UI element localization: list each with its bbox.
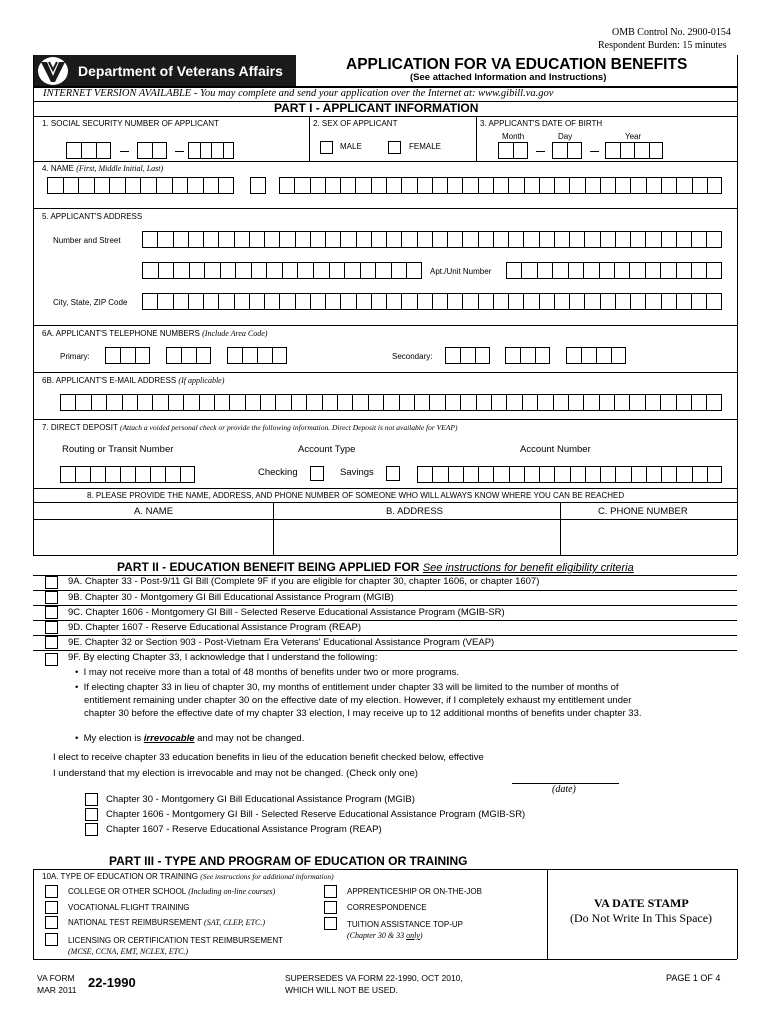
- internet-note: INTERNET VERSION AVAILABLE - You may complete and send your application over the Internet at: www.gibill.va.gov: [43, 88, 554, 99]
- tuition-label: TUITION ASSISTANCE TOP-UP: [347, 920, 464, 929]
- sub-ch1606-label: Chapter 1606 - Montgomery GI Bill - Selected Reserve Educational Assistance Program (MGIB-SR): [106, 809, 526, 820]
- apt-field[interactable]: [506, 262, 722, 279]
- part1-title: PART I - APPLICANT INFORMATION: [274, 101, 479, 115]
- dob-label: 3. APPLICANT'S DATE OF BIRTH: [480, 119, 603, 128]
- tuition-checkbox[interactable]: [324, 917, 337, 930]
- ssn-part3[interactable]: [188, 142, 234, 159]
- first-name-field[interactable]: [47, 177, 234, 194]
- primary-line[interactable]: [227, 347, 287, 364]
- dob-year[interactable]: [605, 142, 663, 159]
- checking-label: Checking: [258, 467, 298, 478]
- male-checkbox[interactable]: [320, 141, 333, 154]
- part2-title: PART II - EDUCATION BENEFIT BEING APPLIED FOR See instructions for benefit eligibility criteria: [117, 560, 634, 574]
- email-field[interactable]: [60, 394, 722, 411]
- form-title: APPLICATION FOR VA EDUCATION BENEFITS: [346, 56, 688, 73]
- primary-label: Primary:: [60, 352, 90, 361]
- bullet-2: • If electing chapter 33 in lieu of chapter 30, my months of entitlement under chapter 33 will be limited to the number of months of entitlement remaining under chapter 30 on the effective date of my election. However, if I completely exhaust my entitlement under chapter 30 before the effective date of my chapter 33 election, I may receive up to 12 additional months of benefits under chapter 33.: [75, 682, 642, 719]
- 9c-checkbox[interactable]: [45, 606, 58, 619]
- middle-initial-field[interactable]: [250, 177, 266, 194]
- contact-address-field[interactable]: [274, 520, 559, 555]
- footer-date: MAR 2011: [37, 985, 77, 995]
- street-label: Number and Street: [53, 236, 121, 245]
- contact-label: 8. PLEASE PROVIDE THE NAME, ADDRESS, AND PHONE NUMBER OF SOMEONE WHO WILL ALWAYS KNOW WHERE YOU CAN BE REACHED: [87, 491, 625, 500]
- college-checkbox[interactable]: [45, 885, 58, 898]
- licensing-hint: (MCSE, CCNA, EMT, NCLEX, ETC.): [68, 947, 189, 956]
- routing-field[interactable]: [60, 466, 195, 483]
- 9e-checkbox[interactable]: [45, 636, 58, 649]
- city-field[interactable]: [142, 293, 722, 310]
- dob-month[interactable]: [498, 142, 528, 159]
- phone-label: 6A. APPLICANT'S TELEPHONE NUMBERS (Include Area Code): [42, 329, 268, 338]
- primary-area-code[interactable]: [105, 347, 150, 364]
- respondent-burden: Respondent Burden: 15 minutes: [598, 40, 727, 51]
- account-type-label: Account Type: [298, 444, 356, 455]
- omb-control-number: OMB Control No. 2900-0154: [612, 27, 731, 38]
- apprenticeship-label: APPRENTICESHIP OR ON-THE-JOB: [347, 887, 482, 896]
- footer-not-used: WHICH WILL NOT BE USED.: [285, 985, 398, 995]
- savings-checkbox[interactable]: [386, 466, 400, 481]
- vocational-label: VOCATIONAL FLIGHT TRAINING: [68, 903, 190, 912]
- va-date-stamp-note: (Do Not Write In This Space): [570, 911, 713, 925]
- va-date-stamp-title: VA DATE STAMP: [594, 896, 689, 910]
- dob-month-label: Month: [502, 132, 525, 141]
- secondary-line[interactable]: [566, 347, 626, 364]
- primary-prefix[interactable]: [166, 347, 211, 364]
- email-label: 6B. APPLICANT'S E-MAIL ADDRESS (If applicable): [42, 376, 225, 385]
- college-label: COLLEGE OR OTHER SCHOOL (Including on-line courses): [68, 887, 276, 896]
- savings-label: Savings: [340, 467, 374, 478]
- elect-line: I elect to receive chapter 33 education benefits in lieu of the education benefit checked below, effective: [53, 752, 484, 763]
- contact-name-field[interactable]: [34, 520, 272, 555]
- 9c-label: 9C. Chapter 1606 - Montgomery GI Bill - Selected Reserve Educational Assistance Program (MGIB-SR): [68, 607, 505, 618]
- bullet-3: • My election is irrevocable and may not be changed.: [75, 733, 305, 744]
- sub-ch30-checkbox[interactable]: [85, 793, 98, 806]
- footer-va-form: VA FORM: [37, 973, 75, 983]
- national-label: NATIONAL TEST REIMBURSEMENT (SAT, CLEP, ETC.): [68, 918, 266, 927]
- male-label: MALE: [340, 142, 362, 151]
- vocational-checkbox[interactable]: [45, 901, 58, 914]
- licensing-label: LICENSING OR CERTIFICATION TEST REIMBURSEMENT: [68, 936, 283, 945]
- ssn-part2[interactable]: [137, 142, 167, 159]
- correspondence-label: CORRESPONDENCE: [347, 903, 427, 912]
- sub-ch1607-label: Chapter 1607 - Reserve Educational Assistance Program (REAP): [106, 824, 382, 835]
- ssn-part1[interactable]: [66, 142, 111, 159]
- col-name-header: A. NAME: [134, 506, 174, 517]
- agency-name: Department of Veterans Affairs: [78, 63, 283, 79]
- 9a-checkbox[interactable]: [45, 576, 58, 589]
- type-label: 10A. TYPE OF EDUCATION OR TRAINING (See instructions for additional information): [42, 872, 334, 881]
- routing-label: Routing or Transit Number: [62, 444, 174, 455]
- sub-ch1607-checkbox[interactable]: [85, 823, 98, 836]
- 9b-label: 9B. Chapter 30 - Montgomery GI Bill Educational Assistance Program (MGIB): [68, 592, 394, 603]
- secondary-prefix[interactable]: [505, 347, 550, 364]
- 9d-checkbox[interactable]: [45, 621, 58, 634]
- 9f-label: 9F. By electing Chapter 33, I acknowledge that I understand the following:: [68, 652, 378, 663]
- checking-checkbox[interactable]: [310, 466, 324, 481]
- 9d-label: 9D. Chapter 1607 - Reserve Educational Assistance Program (REAP): [68, 622, 362, 633]
- part3-title: PART III - TYPE AND PROGRAM OF EDUCATION OR TRAINING: [109, 854, 468, 868]
- city-label: City, State, ZIP Code: [53, 298, 128, 307]
- correspondence-checkbox[interactable]: [324, 901, 337, 914]
- col-phone-header: C. PHONE NUMBER: [598, 506, 688, 517]
- street-field-2[interactable]: [142, 262, 422, 279]
- secondary-label: Secondary:: [392, 352, 433, 361]
- bullet-1: • I may not receive more than a total of 48 months of benefits under two or more programs.: [75, 667, 460, 678]
- dob-day-label: Day: [558, 132, 573, 141]
- dob-day[interactable]: [552, 142, 582, 159]
- sub-ch30-label: Chapter 30 - Montgomery GI Bill Educational Assistance Program (MGIB): [106, 794, 415, 805]
- dob-year-label: Year: [625, 132, 642, 141]
- licensing-checkbox[interactable]: [45, 933, 58, 946]
- sub-ch1606-checkbox[interactable]: [85, 808, 98, 821]
- form-subtitle: (See attached Information and Instructions): [410, 72, 607, 83]
- national-checkbox[interactable]: [45, 916, 58, 929]
- address-label: 5. APPLICANT'S ADDRESS: [42, 212, 143, 221]
- name-label: 4. NAME (First, Middle Initial, Last): [42, 164, 164, 173]
- direct-deposit-label: 7. DIRECT DEPOSIT (Attach a voided personal check or provide the following information. Direct Deposit is not available for VEAP): [42, 423, 458, 432]
- street-field[interactable]: [142, 231, 722, 248]
- sex-label: 2. SEX OF APPLICANT: [313, 119, 398, 128]
- account-number-label: Account Number: [520, 444, 591, 455]
- 9e-label: 9E. Chapter 32 or Section 903 - Post-Vietnam Era Veterans' Educational Assistance Program (VEAP): [68, 637, 495, 648]
- apprenticeship-checkbox[interactable]: [324, 885, 337, 898]
- 9f-checkbox[interactable]: [45, 653, 58, 666]
- footer-form-number: 22-1990: [88, 975, 136, 990]
- col-address-header: B. ADDRESS: [386, 506, 444, 517]
- last-name-field[interactable]: [279, 177, 722, 194]
- footer-page: PAGE 1 OF 4: [666, 973, 721, 983]
- 9a-label: 9A. Chapter 33 - Post-9/11 GI Bill (Complete 9F if you are eligible for chapter 30, chapter 1606, or chapter 1607): [68, 576, 540, 587]
- contact-phone-field[interactable]: [561, 520, 736, 555]
- va-seal-icon: [37, 56, 69, 86]
- ssn-label: 1. SOCIAL SECURITY NUMBER OF APPLICANT: [42, 119, 219, 128]
- account-number-field[interactable]: [417, 466, 722, 483]
- 9b-checkbox[interactable]: [45, 591, 58, 604]
- tuition-hint: (Chapter 30 & 33 only): [347, 931, 423, 940]
- female-checkbox[interactable]: [388, 141, 401, 154]
- apt-label: Apt./Unit Number: [430, 267, 492, 276]
- date-label: (date): [552, 784, 576, 795]
- female-label: FEMALE: [409, 142, 442, 151]
- footer-supersedes: SUPERSEDES VA FORM 22-1990, OCT 2010,: [285, 973, 463, 983]
- understand-line: I understand that my election is irrevocable and may not be changed. (Check only one): [53, 768, 418, 779]
- secondary-area-code[interactable]: [445, 347, 490, 364]
